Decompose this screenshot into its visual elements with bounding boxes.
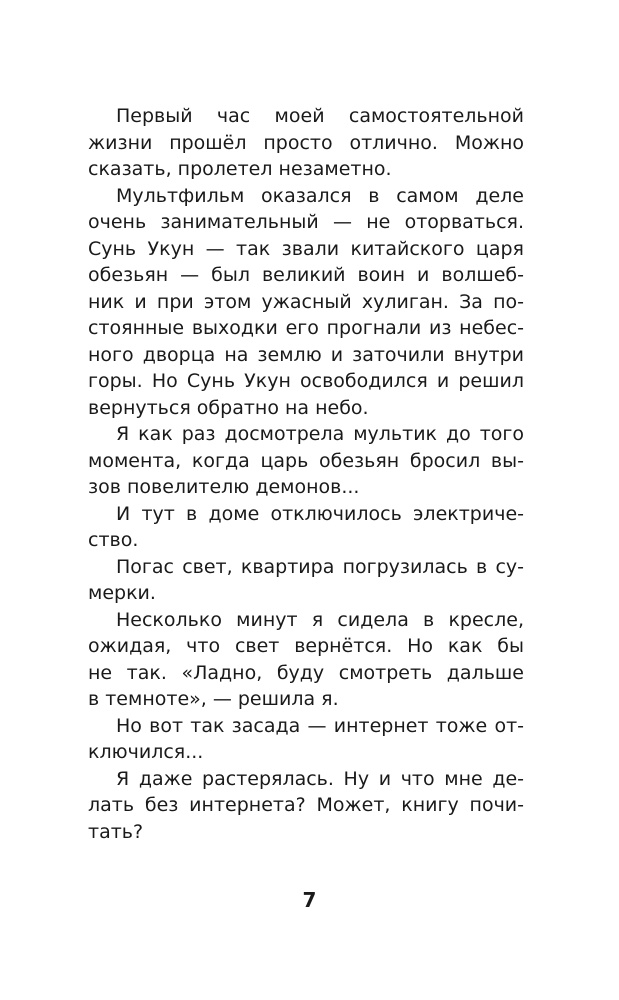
text-line: в темноте», — решила я. (88, 688, 339, 710)
text-line: ключился... (88, 741, 204, 763)
text-line: Я даже растерялась. Ну и что мне де- (116, 767, 524, 790)
text-line: не так. «Ладно, буду смотреть дальше (88, 661, 524, 684)
text-line: Погас свет, квартира погрузилась в су- (116, 555, 524, 578)
text-line: ник и при этом ужасный хулиган. За по- (88, 290, 524, 313)
text-line: Я как раз досмотрела мультик до того (116, 423, 524, 445)
text-line: Несколько минут я сидела в кресле, (116, 608, 524, 631)
text-line: очень занимательный — не оторваться. (88, 211, 524, 233)
text-line: горы. Но Сунь Укун освободился и решил (88, 370, 524, 392)
text-line: Первый час моей самостоятельной (116, 105, 524, 127)
page-number: 7 (302, 888, 317, 912)
text-line: сказать, пролетел незаметно. (88, 158, 392, 180)
text-line: жизни прошёл просто отлично. Можно (88, 131, 524, 154)
text-line: момента, когда царь обезьян бросил вы- (88, 449, 524, 472)
text-line: Но вот так засада — интернет тоже от- (116, 714, 524, 737)
text-line: обезьян — был великий воин и волшеб- (88, 264, 524, 286)
text-line: ство. (88, 529, 139, 551)
text-line: Мультфильм оказался в самом деле (116, 184, 524, 207)
text-line: стоянные выходки его прогнали из небес- (88, 317, 524, 339)
text-line: мерки. (88, 582, 156, 604)
text-line: Сунь Укун — так звали китайского царя (88, 237, 524, 260)
text-line: И тут в доме отключилось электриче- (116, 502, 524, 525)
text-line: тать? (88, 820, 144, 843)
text-line: зов повелителю демонов... (88, 476, 360, 498)
text-line: ожидая, что свет вернётся. Но как бы (88, 635, 524, 657)
text-line: ного дворца на землю и заточили внутри (88, 343, 524, 366)
text-line: вернуться обратно на небо. (88, 396, 369, 419)
text-line: лать без интернета? Может, книгу почи- (88, 794, 524, 816)
